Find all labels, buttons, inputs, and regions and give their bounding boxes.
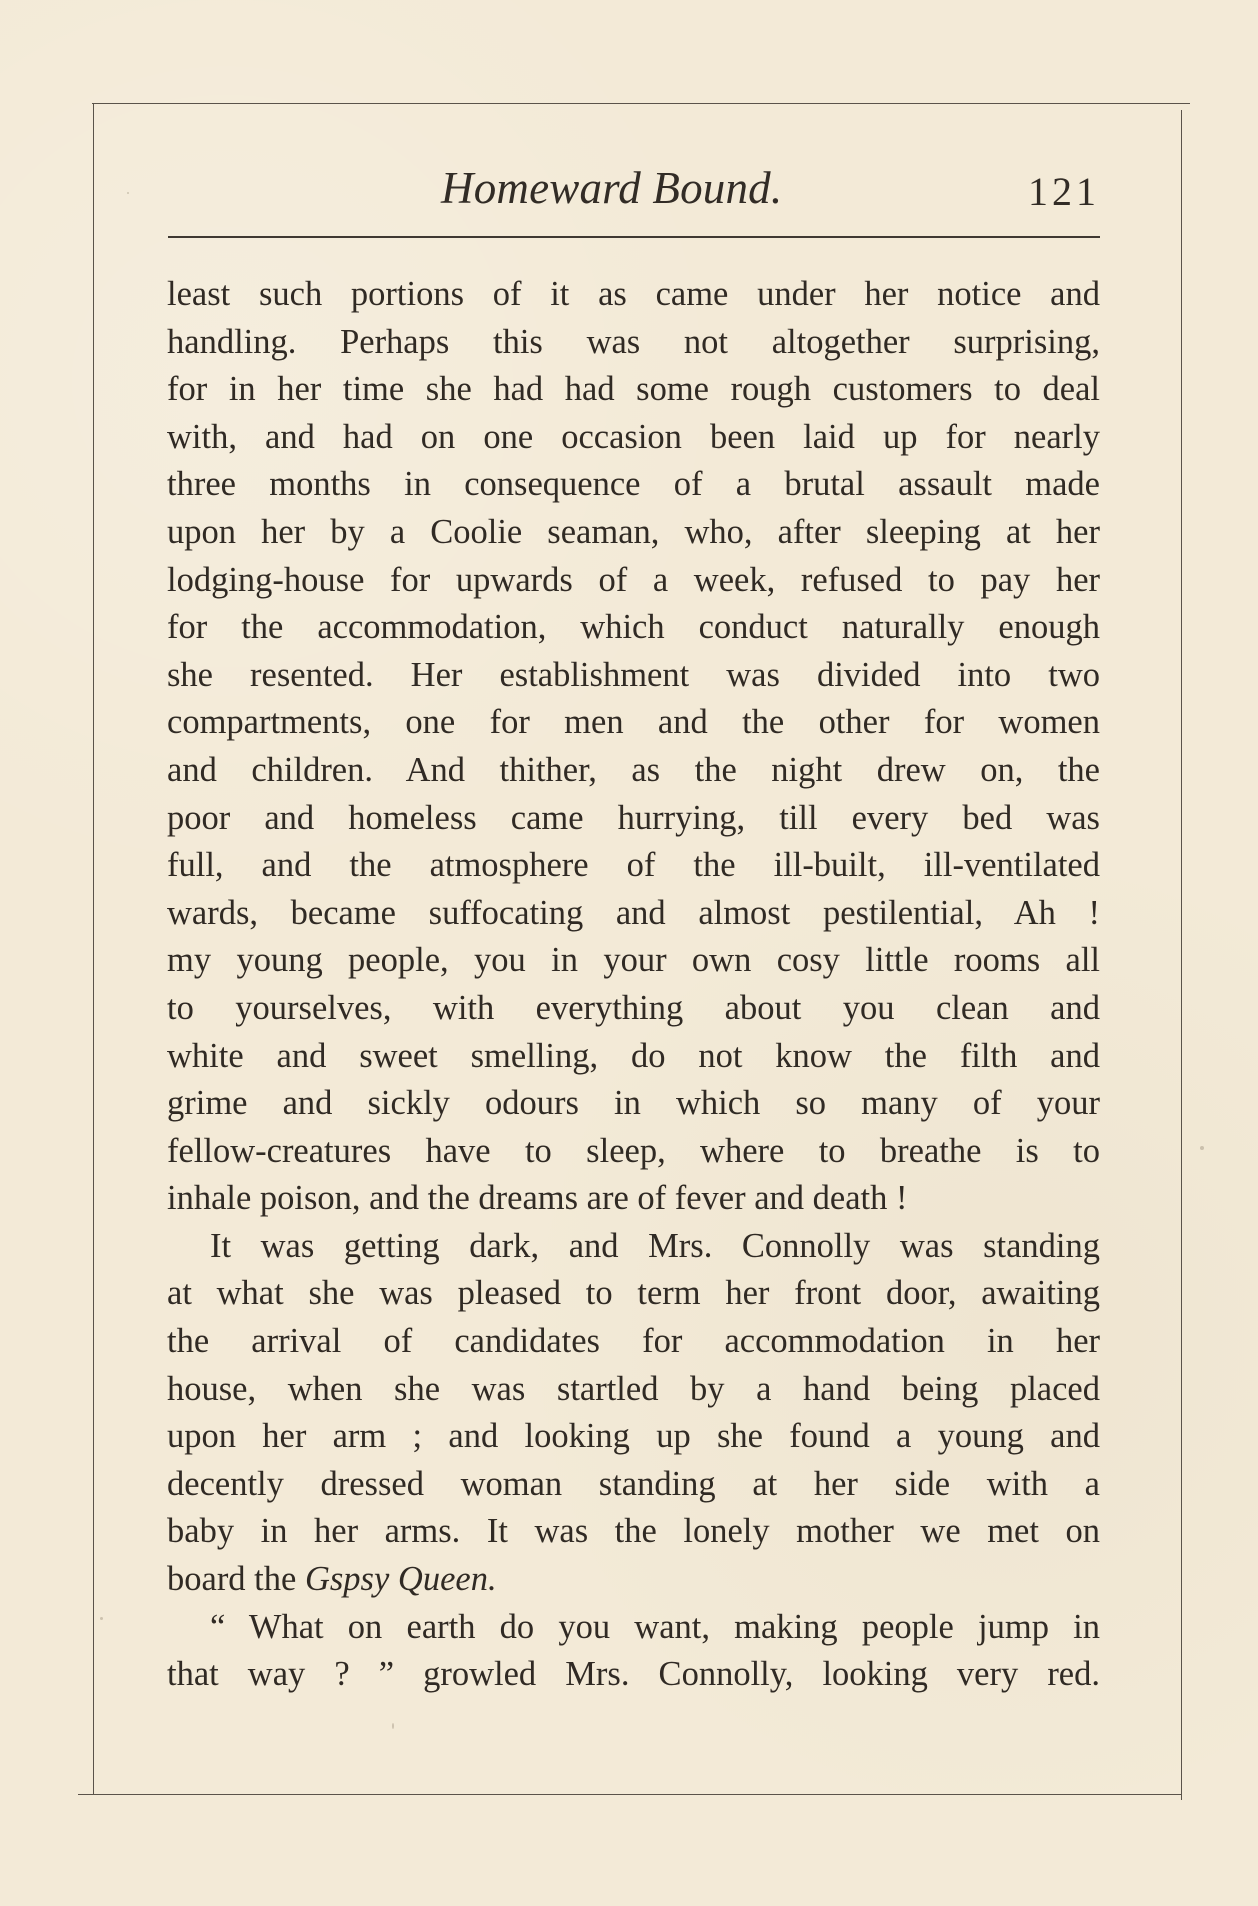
page-frame-left-line [93, 103, 94, 1795]
text-line-6: upon her by a Coolie seaman, who, after sleeping at her [167, 512, 1100, 551]
ship-name: Gspsy Queen. [304, 1560, 497, 1599]
text-line-1: least such portions of it as came under her notice and [167, 275, 1100, 313]
paper-speck [127, 192, 129, 194]
paper-speck [100, 1617, 103, 1620]
page-number: 121 [1028, 169, 1100, 214]
paper-speck [392, 1723, 394, 1729]
text-line-12: poor and homeless came hurrying, till every bed was [167, 798, 1100, 837]
page-frame-top-line [92, 103, 1190, 104]
paper-speck [1200, 1146, 1204, 1150]
text-line-28-start: board the [167, 1560, 297, 1599]
running-head-title: Homeward Bound. [441, 163, 783, 213]
text-line-22: at what she was pleased to term her front door, awaiting [167, 1274, 1100, 1313]
page-frame-bottom-line [78, 1794, 1182, 1795]
text-line-19: fellow-creatures have to sleep, where to breathe is to [167, 1131, 1100, 1170]
text-line-10: compartments, one for men and the other for women [167, 703, 1100, 742]
text-line-4: with, and had on one occasion been laid up for nearly [167, 417, 1100, 456]
text-line-20: inhale poison, and the dreams are of fever and death ! [167, 1179, 908, 1218]
text-line-9: she resented. Her establishment was divided into two [167, 655, 1100, 694]
text-line-28 [167, 1556, 1100, 1604]
text-line-21: It was getting dark, and Mrs. Connolly was standing [210, 1226, 1100, 1265]
text-line-30: that way ? ” growled Mrs. Connolly, looking very red. [167, 1655, 1100, 1694]
text-line-24: house, when she was startled by a hand being placed [167, 1369, 1100, 1408]
text-line-7: lodging-house for upwards of a week, refused to pay her [167, 560, 1100, 599]
page-frame-right-line [1181, 110, 1182, 1800]
text-line-29: “ What on earth do you want, making people jump in [210, 1607, 1100, 1646]
text-line-25: upon her arm ; and looking up she found a young and [167, 1417, 1100, 1456]
header-rule [168, 236, 1100, 238]
text-line-15: my young people, you in your own cosy little rooms all [167, 941, 1100, 980]
text-line-27: baby in her arms. It was the lonely mother we met on [167, 1512, 1100, 1551]
text-line-3: for in her time she had had some rough customers to deal [167, 370, 1100, 409]
text-line-18: grime and sickly odours in which so many of your [167, 1084, 1100, 1123]
text-line-26: decently dressed woman standing at her side with a [167, 1464, 1100, 1503]
body-text [167, 271, 1100, 1701]
text-line-23: the arrival of candidates for accommodation in her [167, 1322, 1100, 1361]
text-line-13: full, and the atmosphere of the ill-built, ill-ventilated [167, 846, 1100, 885]
text-line-17: white and sweet smelling, do not know the filth and [167, 1036, 1100, 1075]
text-line-8: for the accommodation, which conduct naturally enough [167, 608, 1100, 647]
text-line-5: three months in consequence of a brutal assault made [167, 465, 1100, 504]
text-line-2: handling. Perhaps this was not altogether surprising, [167, 322, 1100, 361]
text-line-11: and children. And thither, as the night drew on, the [167, 750, 1100, 789]
text-line-14: wards, became suffocating and almost pestilential, Ah ! [167, 893, 1100, 932]
text-line-16: to yourselves, with everything about you clean and [167, 988, 1100, 1027]
